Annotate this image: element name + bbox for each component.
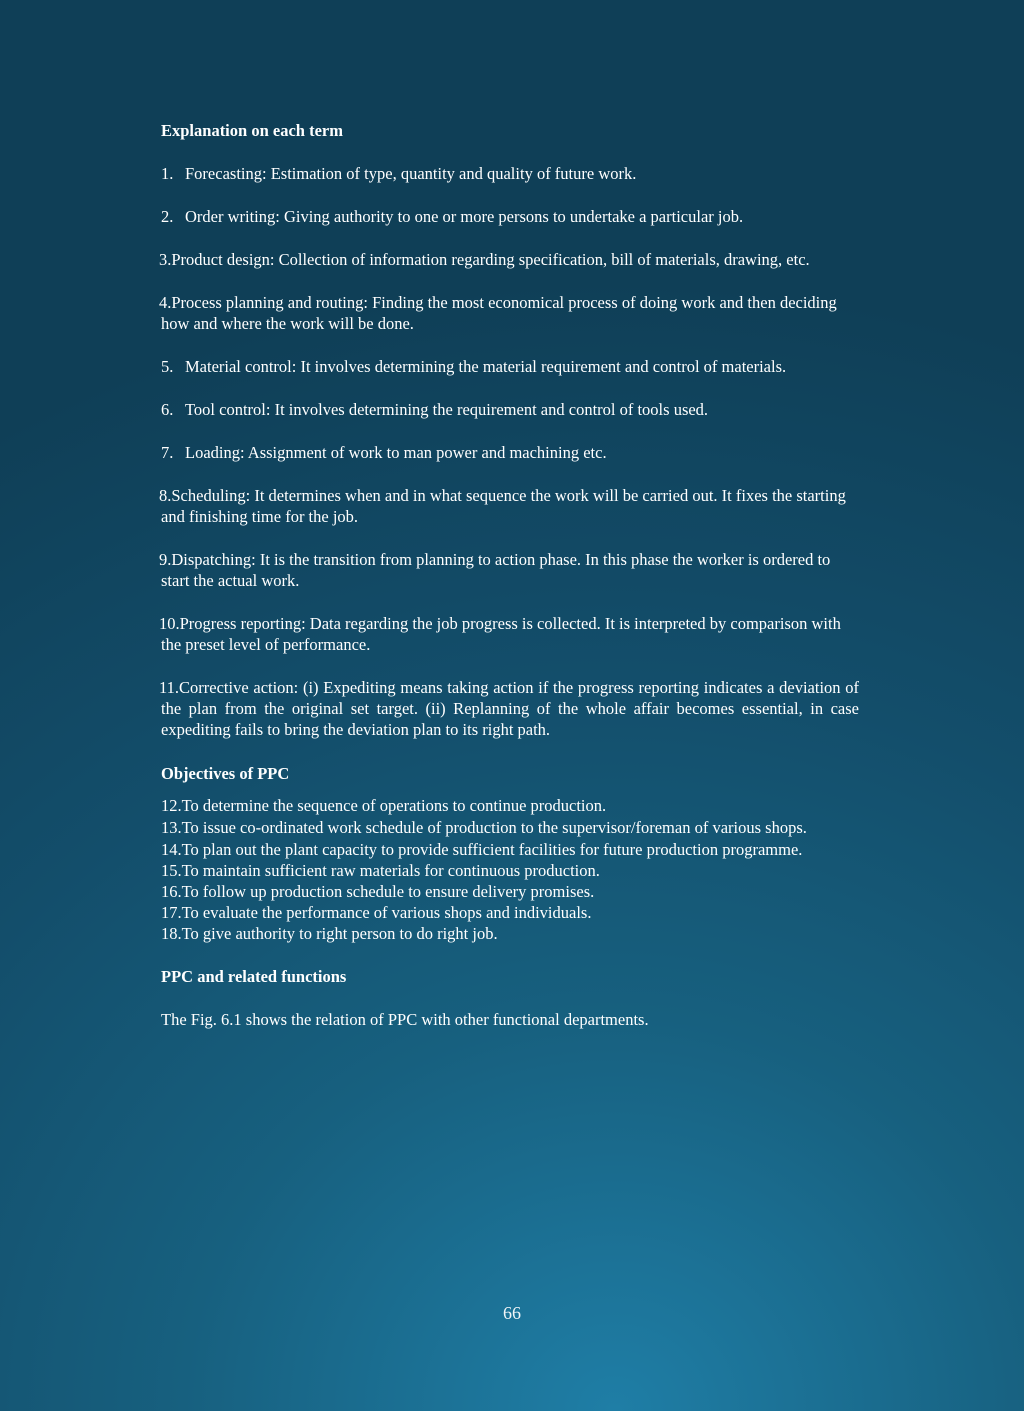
page-number: 66 — [503, 1303, 521, 1323]
list-item — [161, 292, 859, 334]
section-heading-explanation: Explanation on each term — [161, 121, 343, 140]
item-number: 8. — [159, 486, 172, 505]
item-number: 6. — [161, 400, 174, 419]
list-item — [161, 163, 859, 184]
list-item — [161, 839, 859, 860]
item-text: To plan out the plant capacity to provide sufficient facilities for future production programme. — [181, 840, 803, 859]
item-text: Progress reporting: Data regarding the job progress is collected. It is interpreted by comparison with the preset level of performance. — [161, 614, 841, 654]
item-text: Corrective action: (i) Expediting means taking action if the progress reporting indicates a deviation of the plan from the original set target. (ii) Replanning of the whole affair becomes essential, in case expediting fails to bring the deviation plan to its right path. — [161, 678, 859, 739]
item-text: To determine the sequence of operations to continue production. — [181, 796, 607, 815]
item-text: Forecasting: Estimation of type, quantity and quality of future work. — [185, 164, 637, 183]
list-item — [161, 249, 859, 270]
item-text: To give authority to right person to do right job. — [181, 924, 498, 943]
list-item — [161, 860, 859, 881]
list-item — [161, 399, 859, 420]
item-number: 9. — [159, 550, 172, 569]
list-item — [161, 206, 859, 227]
item-number: 14. — [161, 840, 182, 859]
item-text: To follow up production schedule to ensure delivery promises. — [181, 882, 595, 901]
item-text: Tool control: It involves determining the requirement and control of tools used. — [185, 400, 709, 419]
item-number: 18. — [161, 924, 182, 943]
item-text: To maintain sufficient raw materials for continuous production. — [181, 861, 600, 880]
list-item — [161, 923, 859, 944]
body-paragraph: The Fig. 6.1 shows the relation of PPC with other functional departments. — [161, 1010, 649, 1029]
list-item — [161, 795, 859, 816]
item-number: 2. — [161, 207, 174, 226]
objectives-list — [161, 795, 859, 944]
item-number: 1. — [161, 164, 174, 183]
item-number: 7. — [161, 443, 174, 462]
item-text: Material control: It involves determining the material requirement and control of materials. — [185, 357, 787, 376]
list-item — [161, 442, 859, 463]
item-number: 16. — [161, 882, 182, 901]
item-text: Scheduling: It determines when and in what sequence the work will be carried out. It fixes the starting and finishing time for the job. — [161, 486, 846, 526]
item-text: To evaluate the performance of various shops and individuals. — [181, 903, 592, 922]
list-item — [161, 549, 859, 591]
item-number: 15. — [161, 861, 182, 880]
list-item — [161, 817, 859, 838]
list-item — [161, 677, 859, 740]
item-number: 13. — [161, 818, 182, 837]
section-heading-ppc-functions: PPC and related functions — [161, 967, 347, 986]
item-number: 3. — [159, 250, 172, 269]
list-item — [161, 356, 859, 377]
item-text: Product design: Collection of information regarding specification, bill of materials, drawing, etc. — [171, 250, 810, 269]
list-item — [161, 485, 859, 527]
item-number: 10. — [159, 614, 180, 633]
item-text: Process planning and routing: Finding the most economical process of doing work and then deciding how and where the work will be done. — [161, 293, 837, 333]
item-number: 11. — [159, 678, 180, 697]
item-number: 12. — [161, 796, 182, 815]
item-text: Dispatching: It is the transition from planning to action phase. In this phase the worker is ordered to start the actual work. — [161, 550, 831, 590]
item-text: Order writing: Giving authority to one or more persons to undertake a particular job. — [185, 207, 744, 226]
item-number: 4. — [159, 293, 172, 312]
item-number: 5. — [161, 357, 174, 376]
list-item — [161, 881, 859, 902]
document-page — [161, 120, 859, 1030]
item-number: 17. — [161, 903, 182, 922]
list-item — [161, 613, 859, 655]
list-item — [161, 902, 859, 923]
item-text: To issue co-ordinated work schedule of production to the supervisor/foreman of various shops. — [181, 818, 807, 837]
item-text: Loading: Assignment of work to man power and machining etc. — [185, 443, 607, 462]
section-heading-objectives: Objectives of PPC — [161, 764, 290, 783]
